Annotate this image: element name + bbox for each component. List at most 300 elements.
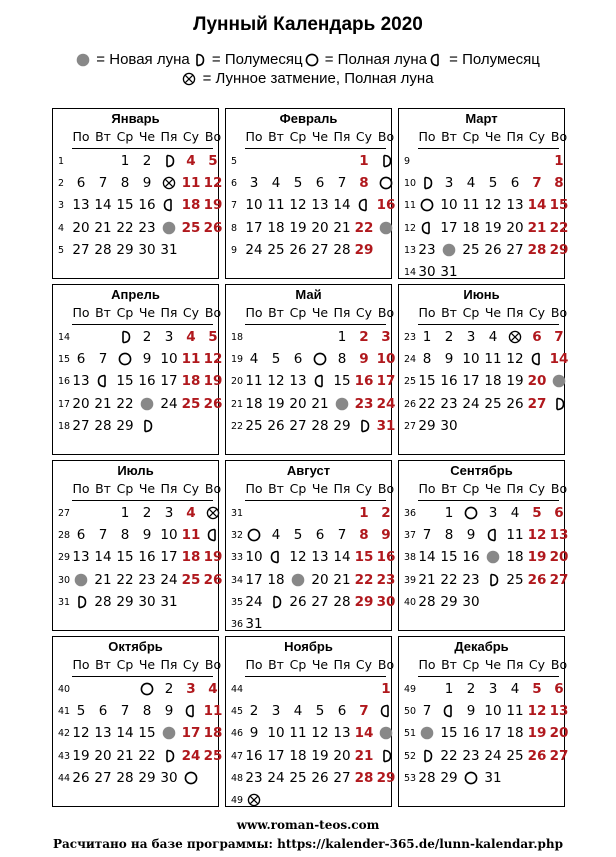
week-number: 46 xyxy=(231,728,244,740)
legend-label: = Новая луна xyxy=(92,51,190,68)
weekday-label: Во xyxy=(204,129,222,144)
day-cell: 8 xyxy=(554,175,564,192)
day-cell: 29 xyxy=(440,769,458,786)
day-cell: 22 xyxy=(354,219,374,236)
day-cell: 1 xyxy=(337,329,347,345)
weekday-label: Су xyxy=(355,481,373,496)
day-cell: 7 xyxy=(337,527,347,544)
day-cell: 25 xyxy=(289,769,307,786)
week-number: 38 xyxy=(404,552,417,564)
full-moon-icon xyxy=(420,198,434,212)
header-divider xyxy=(72,676,213,677)
day-cell: 20 xyxy=(311,571,329,588)
day-cell: 15 xyxy=(440,549,458,566)
week-number: 13 xyxy=(404,244,417,256)
day-cell: 12 xyxy=(527,527,547,544)
weekday-label: По xyxy=(245,657,263,672)
day-cell: 16 xyxy=(462,725,480,742)
day-cell: 28 xyxy=(94,241,112,258)
month-1 xyxy=(52,108,223,279)
day-cell: 18 xyxy=(506,725,524,742)
week-number: 11 xyxy=(404,200,417,212)
lunar-eclipse-icon xyxy=(182,72,196,86)
full-moon-icon xyxy=(305,53,319,67)
header-divider xyxy=(245,676,386,677)
day-cell: 23 xyxy=(245,769,263,786)
weekday-label: Вт xyxy=(95,129,111,144)
first-quarter-icon xyxy=(118,330,132,344)
day-cell: 20 xyxy=(549,725,569,742)
day-cell: 29 xyxy=(116,417,134,434)
last-quarter-icon xyxy=(184,704,198,718)
day-cell: 11 xyxy=(181,175,201,192)
day-cell: 20 xyxy=(311,219,329,236)
month-8 xyxy=(225,460,396,632)
day-cell: 29 xyxy=(116,593,134,610)
week-number: 36 xyxy=(404,508,417,519)
header-divider xyxy=(72,148,213,149)
day-cell: 13 xyxy=(72,197,90,214)
week-number: 19 xyxy=(231,354,244,366)
day-cell: 13 xyxy=(94,725,112,742)
week-number: 31 xyxy=(231,508,244,519)
week-number: 9 xyxy=(404,156,411,167)
week-number: 5 xyxy=(58,244,65,256)
legend-label: = Полумесяц xyxy=(207,51,303,68)
week-number: 45 xyxy=(231,706,244,718)
day-cell: 15 xyxy=(333,373,351,390)
day-cell: 17 xyxy=(160,549,178,566)
day-cell: 31 xyxy=(245,616,263,632)
new-moon-icon xyxy=(140,397,154,411)
day-cell: 15 xyxy=(116,549,134,566)
day-cell: 11 xyxy=(203,703,223,720)
day-cell: 13 xyxy=(72,373,90,390)
day-cell: 11 xyxy=(506,527,524,544)
day-cell: 19 xyxy=(72,747,90,764)
day-cell: 19 xyxy=(506,373,524,390)
day-cell: 18 xyxy=(267,571,285,588)
weekday-label: По xyxy=(418,129,436,144)
week-number: 35 xyxy=(231,596,244,608)
day-cell: 1 xyxy=(444,505,454,521)
new-moon-icon xyxy=(420,726,434,740)
weekday-label: Че xyxy=(311,657,329,672)
weekday-label: По xyxy=(72,657,90,672)
weekday-label: По xyxy=(72,305,90,320)
weekday-label: Че xyxy=(484,481,502,496)
weekday-label: Во xyxy=(550,481,568,496)
day-cell: 23 xyxy=(462,747,480,764)
day-cell: 16 xyxy=(245,747,263,764)
weekday-label: Ср xyxy=(289,305,307,320)
header-divider xyxy=(418,676,559,677)
day-cell: 6 xyxy=(76,527,86,544)
day-cell: 25 xyxy=(181,219,201,236)
day-cell: 12 xyxy=(527,703,547,720)
weekday-label: Ср xyxy=(116,305,134,320)
day-cell: 18 xyxy=(181,197,201,214)
new-moon-icon xyxy=(379,221,393,235)
weekday-label: Су xyxy=(355,657,373,672)
day-cell: 30 xyxy=(160,769,178,786)
day-cell: 25 xyxy=(506,571,524,588)
week-number: 9 xyxy=(231,244,238,256)
legend-item xyxy=(429,51,540,68)
day-cell: 4 xyxy=(186,329,196,345)
day-cell: 1 xyxy=(422,329,432,345)
day-cell: 14 xyxy=(418,549,436,566)
day-cell: 20 xyxy=(506,219,524,236)
day-cell: 17 xyxy=(440,219,458,236)
last-quarter-icon xyxy=(420,221,434,235)
weekday-label: Су xyxy=(182,129,200,144)
week-number: 2 xyxy=(58,178,65,190)
month-4 xyxy=(52,284,223,455)
day-cell: 27 xyxy=(72,241,90,258)
day-cell: 10 xyxy=(160,351,178,368)
week-number: 50 xyxy=(404,706,417,718)
day-cell: 26 xyxy=(527,571,547,588)
day-cell: 7 xyxy=(422,703,432,720)
day-cell: 3 xyxy=(164,329,174,345)
day-cell: 9 xyxy=(142,175,152,192)
day-cell: 4 xyxy=(249,351,259,368)
day-cell: 5 xyxy=(208,329,218,345)
day-cell: 11 xyxy=(484,351,502,368)
day-cell: 9 xyxy=(444,351,454,368)
weekday-label: Че xyxy=(484,305,502,320)
day-cell: 11 xyxy=(181,351,201,368)
day-cell: 11 xyxy=(289,725,307,742)
day-cell: 24 xyxy=(376,395,396,412)
day-cell: 27 xyxy=(311,593,329,610)
day-cell: 18 xyxy=(181,549,201,566)
day-cell: 14 xyxy=(527,197,547,214)
day-cell: 9 xyxy=(466,527,476,544)
weekday-label: По xyxy=(245,305,263,320)
last-quarter-icon xyxy=(357,198,371,212)
day-cell: 16 xyxy=(138,373,156,390)
day-cell: 10 xyxy=(440,197,458,214)
new-moon-icon xyxy=(552,374,566,388)
day-cell: 9 xyxy=(142,351,152,368)
day-cell: 15 xyxy=(354,549,374,566)
month-12 xyxy=(398,636,569,807)
day-cell: 21 xyxy=(333,219,351,236)
weekday-label: Пя xyxy=(333,129,351,144)
day-cell: 19 xyxy=(527,725,547,742)
day-cell: 2 xyxy=(142,329,152,345)
day-cell: 29 xyxy=(116,241,134,258)
day-cell: 10 xyxy=(462,351,480,368)
weekday-label: Вт xyxy=(95,657,111,672)
day-cell: 14 xyxy=(94,197,112,214)
week-number: 17 xyxy=(58,398,71,410)
day-cell: 20 xyxy=(72,219,90,236)
first-quarter-icon xyxy=(162,154,176,168)
month-name: Ноябрь xyxy=(284,639,333,654)
week-number: 14 xyxy=(404,267,417,278)
day-cell: 3 xyxy=(249,175,259,192)
week-number: 52 xyxy=(404,750,417,762)
weekday-label: По xyxy=(245,129,263,144)
day-cell: 9 xyxy=(466,703,476,720)
day-cell: 21 xyxy=(354,747,374,764)
weekday-label: Во xyxy=(377,305,395,320)
month-2 xyxy=(225,108,396,279)
last-quarter-icon xyxy=(269,550,283,564)
week-number: 47 xyxy=(231,750,244,762)
day-cell: 17 xyxy=(245,219,263,236)
weekday-label: Во xyxy=(204,481,222,496)
week-number: 28 xyxy=(58,530,71,542)
weekday-label: Пя xyxy=(333,305,351,320)
day-cell: 3 xyxy=(466,329,476,345)
first-quarter-icon xyxy=(162,749,176,763)
new-moon-icon xyxy=(162,726,176,740)
day-cell: 4 xyxy=(488,329,498,345)
day-cell: 17 xyxy=(267,747,285,764)
day-cell: 12 xyxy=(484,197,502,214)
weekday-label: Вт xyxy=(441,481,457,496)
day-cell: 23 xyxy=(462,571,480,588)
first-quarter-icon xyxy=(379,749,393,763)
day-cell: 26 xyxy=(203,219,223,236)
week-number: 48 xyxy=(231,772,244,784)
full-moon-icon xyxy=(184,771,198,785)
day-cell: 4 xyxy=(271,175,281,192)
day-cell: 17 xyxy=(484,725,502,742)
full-moon-icon xyxy=(247,528,261,542)
day-cell: 1 xyxy=(444,681,454,697)
week-number: 21 xyxy=(231,398,244,410)
last-quarter-icon xyxy=(96,374,110,388)
weekday-label: Ср xyxy=(116,129,134,144)
month-11 xyxy=(225,636,396,807)
day-cell: 19 xyxy=(484,219,502,236)
day-cell: 24 xyxy=(245,241,263,258)
day-cell: 8 xyxy=(359,527,369,544)
day-cell: 18 xyxy=(506,549,524,566)
day-cell: 4 xyxy=(271,527,281,544)
day-cell: 18 xyxy=(245,395,263,412)
day-cell: 5 xyxy=(293,175,303,192)
day-cell: 27 xyxy=(289,417,307,434)
new-moon-icon xyxy=(442,243,456,257)
week-number: 37 xyxy=(404,530,417,542)
week-number: 5 xyxy=(231,156,238,167)
month-10 xyxy=(52,636,223,807)
day-cell: 4 xyxy=(510,505,520,521)
day-cell: 8 xyxy=(422,351,432,368)
day-cell: 16 xyxy=(462,549,480,566)
day-cell: 27 xyxy=(94,769,112,786)
week-number: 22 xyxy=(231,420,244,432)
day-cell: 6 xyxy=(293,351,303,368)
week-number: 53 xyxy=(404,772,417,784)
weekday-label: По xyxy=(418,481,436,496)
legend-item xyxy=(305,51,427,68)
day-cell: 30 xyxy=(138,593,156,610)
weekday-label: Вт xyxy=(268,305,284,320)
day-cell: 8 xyxy=(337,351,347,368)
week-number: 10 xyxy=(404,178,417,190)
day-cell: 26 xyxy=(267,417,285,434)
day-cell: 18 xyxy=(181,373,201,390)
day-cell: 9 xyxy=(359,351,369,368)
day-cell: 28 xyxy=(333,593,351,610)
day-cell: 29 xyxy=(354,241,374,258)
day-cell: 28 xyxy=(354,769,374,786)
weekday-label: Во xyxy=(377,657,395,672)
legend-item xyxy=(76,51,190,68)
day-cell: 7 xyxy=(120,703,130,720)
week-number: 33 xyxy=(231,552,244,564)
last-quarter-icon xyxy=(313,374,327,388)
weekday-label: Ср xyxy=(462,129,480,144)
day-cell: 15 xyxy=(418,373,436,390)
day-cell: 20 xyxy=(94,747,112,764)
weekday-label: Ср xyxy=(289,657,307,672)
day-cell: 26 xyxy=(72,769,90,786)
day-cell: 16 xyxy=(138,197,156,214)
day-cell: 1 xyxy=(381,681,391,697)
full-moon-icon xyxy=(140,682,154,696)
day-cell: 12 xyxy=(203,351,223,368)
week-number: 4 xyxy=(58,222,65,234)
day-cell: 10 xyxy=(376,351,396,368)
weekday-label: Че xyxy=(138,129,156,144)
day-cell: 20 xyxy=(289,395,307,412)
day-cell: 6 xyxy=(315,527,325,544)
first-quarter-icon xyxy=(74,595,88,609)
legend-label: = Полная луна xyxy=(320,51,428,68)
week-number: 42 xyxy=(58,728,71,740)
week-number: 39 xyxy=(404,574,417,586)
weekday-label: Че xyxy=(484,129,502,144)
day-cell: 22 xyxy=(116,395,134,412)
day-cell: 30 xyxy=(440,417,458,434)
week-number: 49 xyxy=(231,795,244,806)
month-name: Январь xyxy=(111,111,160,126)
day-cell: 4 xyxy=(186,153,196,169)
new-moon-icon xyxy=(486,550,500,564)
month-name: Сентябрь xyxy=(450,463,513,478)
day-cell: 2 xyxy=(164,681,174,697)
weekday-label: Су xyxy=(528,305,546,320)
day-cell: 10 xyxy=(267,725,285,742)
weekday-label: Ср xyxy=(462,657,480,672)
month-name: Февраль xyxy=(279,111,338,126)
day-cell: 16 xyxy=(376,197,396,214)
day-cell: 6 xyxy=(98,703,108,720)
weekday-label: Су xyxy=(182,481,200,496)
day-cell: 13 xyxy=(311,549,329,566)
day-cell: 17 xyxy=(181,725,201,742)
day-cell: 23 xyxy=(138,571,156,588)
day-cell: 24 xyxy=(267,769,285,786)
full-moon-icon xyxy=(464,506,478,520)
week-number: 20 xyxy=(231,376,244,388)
day-cell: 11 xyxy=(462,197,480,214)
last-quarter-icon xyxy=(486,528,500,542)
day-cell: 31 xyxy=(440,264,458,280)
full-moon-icon xyxy=(464,771,478,785)
day-cell: 6 xyxy=(76,351,86,368)
day-cell: 10 xyxy=(245,197,263,214)
day-cell: 8 xyxy=(444,527,454,544)
month-name: Апрель xyxy=(111,287,160,302)
month-3 xyxy=(398,108,569,280)
last-quarter-icon xyxy=(442,704,456,718)
day-cell: 9 xyxy=(249,725,259,742)
day-cell: 25 xyxy=(267,241,285,258)
day-cell: 25 xyxy=(462,241,480,258)
weekday-label: Пя xyxy=(506,657,524,672)
day-cell: 28 xyxy=(418,769,436,786)
day-cell: 5 xyxy=(488,175,498,192)
day-cell: 7 xyxy=(359,703,369,720)
day-cell: 22 xyxy=(418,395,436,412)
month-name: Декабрь xyxy=(454,639,509,654)
weekday-label: Су xyxy=(355,129,373,144)
header-divider xyxy=(245,500,386,501)
day-cell: 3 xyxy=(186,681,196,697)
day-cell: 3 xyxy=(381,329,391,345)
month-name: Март xyxy=(465,111,498,126)
weekday-label: Вт xyxy=(95,481,111,496)
day-cell: 21 xyxy=(116,747,134,764)
day-cell: 3 xyxy=(444,175,454,192)
day-cell: 21 xyxy=(94,395,112,412)
day-cell: 19 xyxy=(203,373,223,390)
weekday-label: Пя xyxy=(506,481,524,496)
day-cell: 22 xyxy=(116,571,134,588)
day-cell: 26 xyxy=(506,395,524,412)
weekday-label: Че xyxy=(138,657,156,672)
day-cell: 17 xyxy=(462,373,480,390)
week-number: 23 xyxy=(404,332,417,343)
weekday-label: Ср xyxy=(289,129,307,144)
header-divider xyxy=(245,324,386,325)
day-cell: 22 xyxy=(354,571,374,588)
day-cell: 23 xyxy=(418,241,436,258)
new-moon-icon xyxy=(74,573,88,587)
header-divider xyxy=(72,500,213,501)
day-cell: 27 xyxy=(549,571,569,588)
legend-label: = Полумесяц xyxy=(445,51,540,68)
day-cell: 12 xyxy=(289,549,307,566)
day-cell: 6 xyxy=(337,703,347,720)
month-6 xyxy=(398,284,569,455)
new-moon-icon xyxy=(291,573,305,587)
day-cell: 29 xyxy=(549,241,569,258)
week-number: 27 xyxy=(404,420,417,432)
weekday-label: Во xyxy=(204,657,222,672)
week-number: 15 xyxy=(58,354,71,366)
weekday-label: Ср xyxy=(289,481,307,496)
day-cell: 28 xyxy=(94,593,112,610)
day-cell: 13 xyxy=(549,703,569,720)
weekday-label: Пя xyxy=(506,305,524,320)
weekday-label: Вт xyxy=(441,129,457,144)
day-cell: 23 xyxy=(138,219,156,236)
day-cell: 26 xyxy=(527,747,547,764)
lunar-eclipse-icon xyxy=(508,330,522,344)
week-number: 7 xyxy=(231,200,238,212)
day-cell: 5 xyxy=(293,527,303,544)
